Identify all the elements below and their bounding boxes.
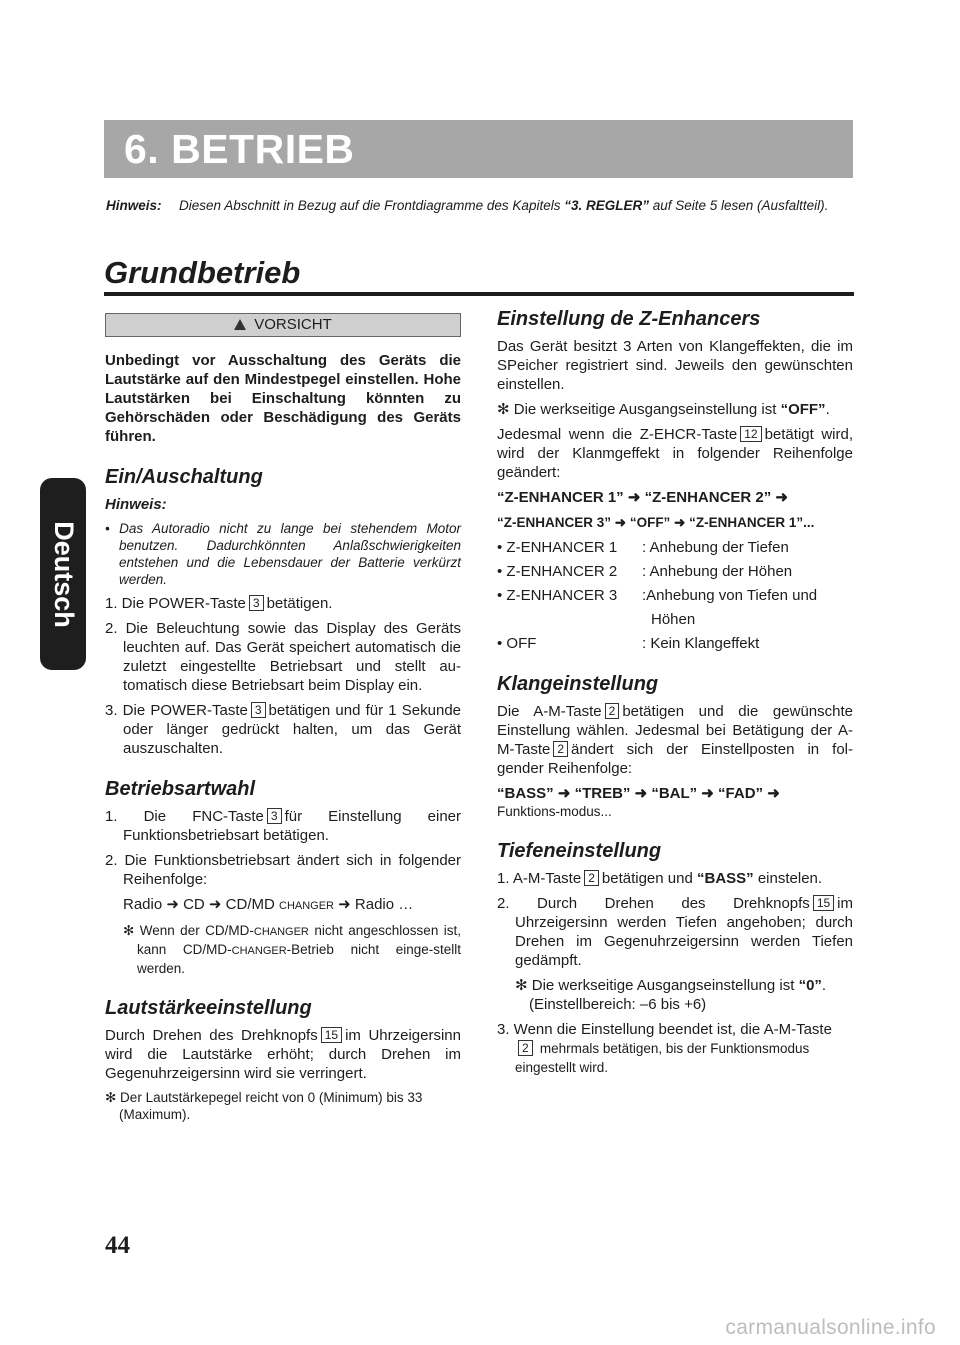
caution-box — [105, 313, 461, 337]
z-mode-list — [497, 538, 853, 653]
warning-icon — [234, 319, 246, 330]
onoff-step-3: 3. Die POWER-Taste 3 betätigen und für 1 Sekunde oder länger gedrückt halten, um das Gerät auszuschalten. — [105, 702, 461, 757]
key-3: 3 — [251, 702, 266, 718]
heading-z-enhancer: Einstellung de Z-Enhancers — [497, 308, 761, 330]
mode-step-1: 1. Die FNC-Taste 3 für Einstellung einer Funktionsbetriebsart betätigen. — [105, 808, 462, 844]
list-item: • OFF : Kein Klangeffekt — [497, 635, 760, 652]
key-3: 3 — [267, 808, 282, 824]
heading-bass: Tiefeneinstellung — [497, 840, 662, 862]
volume-text: Durch Drehen des Drehknopfs 15 im Uhrzeigersinn wird die Lautstärke erhöht; durch Drehen im Gegenuhrzeigersinn wird sie verringert. — [105, 1027, 461, 1082]
list-item: • Z-ENHANCER 1 : Anhebung der Tiefen — [497, 539, 789, 556]
key-12: 12 — [740, 426, 761, 442]
tone-text: Die A-M-Taste 2 betätigen und die gewünschte Einstellung wählen. Jedesmal bei Betätigung der A-M-Taste 2 ändert sich der Einstellposten in fol-gender Reihenfolge: — [497, 703, 853, 777]
key-2: 2 — [518, 1040, 533, 1056]
bass-default-note: ✻ Die werkseitige Ausgangseinstellung ist “0”. — [515, 977, 827, 994]
tone-sequence: “BASS” ➜ “TREB” ➜ “BAL” ➜ “FAD” ➜ — [497, 785, 780, 802]
onoff-step-1: 1. Die POWER-Taste 3 betätigen. — [105, 595, 333, 612]
section-title: Grundbetrieb — [104, 255, 301, 290]
heading-tone: Klangeinstellung — [497, 673, 659, 695]
list-item: • Z-ENHANCER 2 : Anhebung der Höhen — [497, 563, 793, 580]
watermark: carmanualsonline.info — [725, 1316, 936, 1339]
chapter-banner — [104, 120, 853, 178]
z-sequence-1: “Z-ENHANCER 1” ➜ “Z-ENHANCER 2” ➜ — [497, 489, 788, 506]
bass-step-2: 2. Durch Drehen des Drehknopfs 15 im Uhrzeigersinn werden Tiefen angehoben; durch Drehen im Gegenuhrzeigersinn werden Tiefen gedämpft. — [497, 895, 853, 969]
list-item: Höhen — [651, 611, 696, 628]
note-label: Hinweis: — [106, 198, 162, 213]
z-sequence-2: “Z-ENHANCER 3” ➜ “OFF” ➜ “Z-ENHANCER 1”... — [497, 515, 815, 530]
key-2: 2 — [584, 870, 599, 886]
onoff-step-2: 2. Die Beleuchtung sowie das Display des Geräts leuchten auf. Das Gerät speichert automatisch die zuletzt eingestellte Betriebsart und stellt au-tomatisch diese Betriebsart beim Display ein. — [105, 620, 461, 694]
bass-step-3: 3. Wenn die Einstellung beendet ist, die A-M-Taste 2 mehrmals betätigen, bis der Funktionsmodus eingestellt wird. — [497, 1021, 832, 1075]
right-column — [497, 308, 853, 1083]
volume-note: ✻ Der Lautstärkepegel reicht von 0 (Minimum) bis 33 (Maximum). — [105, 1090, 423, 1122]
language-tab — [40, 478, 86, 670]
caution-label: VORSICHT — [254, 316, 332, 333]
z-default-note: ✻ Die werkseitige Ausgangseinstellung ist “OFF”. — [497, 401, 830, 418]
key-3: 3 — [249, 595, 264, 611]
section-rule — [104, 292, 854, 296]
bass-range: (Einstellbereich: –6 bis +6) — [529, 996, 707, 1013]
key-15: 15 — [321, 1027, 342, 1043]
page-number: 44 — [105, 1232, 130, 1259]
list-item: • Z-ENHANCER 3 :Anhebung von Tiefen und — [497, 587, 818, 604]
heading-volume: Lautstärkeeinstellung — [105, 997, 312, 1019]
onoff-note-label: Hinweis: — [105, 496, 167, 513]
note-text: Diesen Abschnitt in Bezug auf die Frontdiagramme des Kapitels “3. REGLER” auf Seite 5 lesen (Ausfaltteil). — [179, 198, 829, 213]
heading-onoff: Ein/Auschaltung — [105, 466, 263, 488]
caution-text: Unbedingt vor Ausschaltung des Geräts die Lautstärke auf den Mindestpegel einstellen. Hohe Lautstärken bei Einschaltung könnten zu Gehörschäden oder Beschädigung des Geräts führen. — [105, 352, 461, 445]
bass-step-1: 1. A-M-Taste 2 betätigen und “BASS” einstelen. — [497, 870, 823, 887]
heading-mode: Betriebsartwahl — [105, 778, 256, 800]
key-2: 2 — [553, 741, 568, 757]
language-tab-label: Deutsch — [48, 520, 79, 628]
key-15: 15 — [813, 895, 834, 911]
tone-sequence-end: Funktions-modus... — [497, 804, 612, 819]
mode-step-2: 2. Die Funktionsbetriebsart ändert sich in folgender Reihenfolge: — [105, 852, 461, 888]
z-press-text: Jedesmal wenn die Z-EHCR-Taste 12 betätigt wird, wird der Klanmgeffekt in folgender Reihenfolge geändert: — [497, 426, 853, 481]
key-2: 2 — [605, 703, 620, 719]
mode-sequence: Radio ➜ CD ➜ CD/MD CHANGER ➜ Radio … — [123, 896, 414, 913]
left-column — [105, 313, 461, 1129]
onoff-note: • Das Autoradio nicht zu lange bei stehendem Motor benutzen. Dadurchkönnten Anlaßschwierigkeiten entstehen und die Lebensdauer der Batterie verkürzt werden. — [105, 521, 461, 587]
chapter-note — [106, 197, 856, 215]
mode-note: ✻ Wenn der CD/MD-CHANGER nicht angeschlossen ist, kann CD/MD-CHANGER-Betrieb nicht einge-stellt werden. — [123, 923, 462, 976]
z-intro: Das Gerät besitzt 3 Arten von Klangeffekten, die im SPeicher registriert sind. Jeweils den gewünschten einstellen. — [497, 338, 853, 393]
chapter-title: 6. BETRIEB — [124, 126, 355, 172]
